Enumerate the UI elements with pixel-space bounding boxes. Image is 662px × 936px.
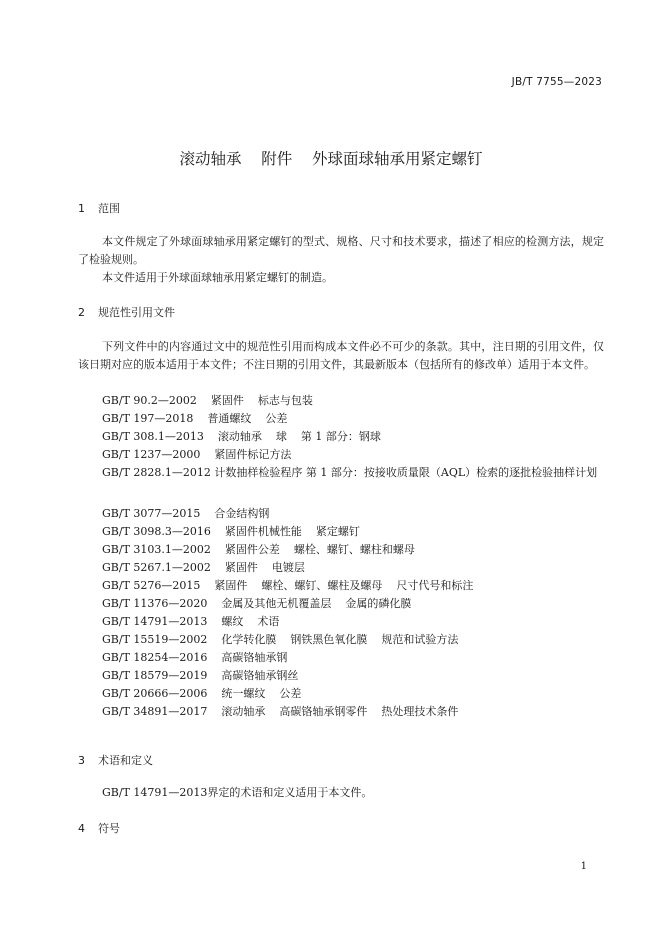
standard-code: JB/T 7755—2023 bbox=[511, 76, 602, 88]
section-title: 规范性引用文件 bbox=[98, 306, 175, 319]
section-1-heading bbox=[78, 200, 120, 216]
reference-item: GB/T 3103.1—2002 紧固件公差 螺栓、螺钉、螺柱和螺母 bbox=[102, 543, 415, 556]
reference-item: GB/T 15519—2002 化学转化膜 钢铁黑色氧化膜 规范和试验方法 bbox=[102, 633, 459, 646]
section-number: 3 bbox=[78, 754, 85, 767]
section-number: 4 bbox=[78, 822, 85, 835]
reference-item: GB/T 308.1—2013 滚动轴承 球 第 1 部分：钢球 bbox=[102, 430, 381, 443]
section-4-heading bbox=[78, 820, 120, 836]
reference-item: GB/T 3098.3—2016 紧固件机械性能 紧定螺钉 bbox=[102, 525, 360, 538]
section-1-paragraph-1: 本文件规定了外球面球轴承用紧定螺钉的型式、规格、尺寸和技术要求，描述了相应的检测方法，规定了检验规则。 bbox=[78, 235, 604, 266]
section-1-paragraph-2: 本文件适用于外球面球轴承用紧定螺钉的制造。 bbox=[102, 271, 333, 284]
section-3-heading bbox=[78, 752, 153, 768]
section-number: 2 bbox=[78, 306, 85, 319]
section-title: 符号 bbox=[98, 822, 120, 835]
section-title: 范围 bbox=[98, 202, 120, 215]
section-3-paragraph-1: GB/T 14791—2013界定的术语和定义适用于本文件。 bbox=[102, 786, 373, 799]
reference-item: GB/T 20666—2006 统一螺纹 公差 bbox=[102, 687, 302, 700]
page-number: 1 bbox=[580, 861, 587, 872]
reference-item: GB/T 90.2—2002 紧固件 标志与包装 bbox=[102, 394, 313, 407]
section-title: 术语和定义 bbox=[98, 754, 153, 767]
document-title: 滚动轴承 附件 外球面球轴承用紧定螺钉 bbox=[179, 150, 483, 168]
section-2-paragraph-1: 下列文件中的内容通过文中的规范性引用而构成本文件必不可少的条款。其中，注日期的引用文件，仅该日期对应的版本适用于本文件；不注日期的引用文件，其最新版本（包括所有的修改单）适用于本文件。 bbox=[78, 340, 604, 371]
reference-item: GB/T 5276—2015 紧固件 螺栓、螺钉、螺柱及螺母 尺寸代号和标注 bbox=[102, 579, 474, 592]
reference-item: GB/T 197—2018 普通螺纹 公差 bbox=[102, 412, 288, 425]
reference-item: GB/T 2828.1—2012 计数抽样检验程序 第 1 部分：按接收质量限（AQL）检索的逐批检验抽样计划 bbox=[102, 466, 598, 479]
reference-item: GB/T 3077—2015 合金结构钢 bbox=[102, 507, 270, 520]
section-number: 1 bbox=[78, 202, 85, 215]
reference-item: GB/T 34891—2017 滚动轴承 高碳铬轴承钢零件 热处理技术条件 bbox=[102, 705, 459, 718]
reference-item: GB/T 18254—2016 高碳铬轴承钢 bbox=[102, 651, 288, 664]
reference-item: GB/T 1237—2000 紧固件标记方法 bbox=[102, 448, 292, 461]
reference-item: GB/T 5267.1—2002 紧固件 电镀层 bbox=[102, 561, 305, 574]
section-2-heading bbox=[78, 304, 175, 320]
reference-item: GB/T 11376—2020 金属及其他无机覆盖层 金属的磷化膜 bbox=[102, 597, 412, 610]
reference-item: GB/T 14791—2013 螺纹 术语 bbox=[102, 615, 280, 628]
reference-item: GB/T 18579—2019 高碳铬轴承钢丝 bbox=[102, 669, 299, 682]
